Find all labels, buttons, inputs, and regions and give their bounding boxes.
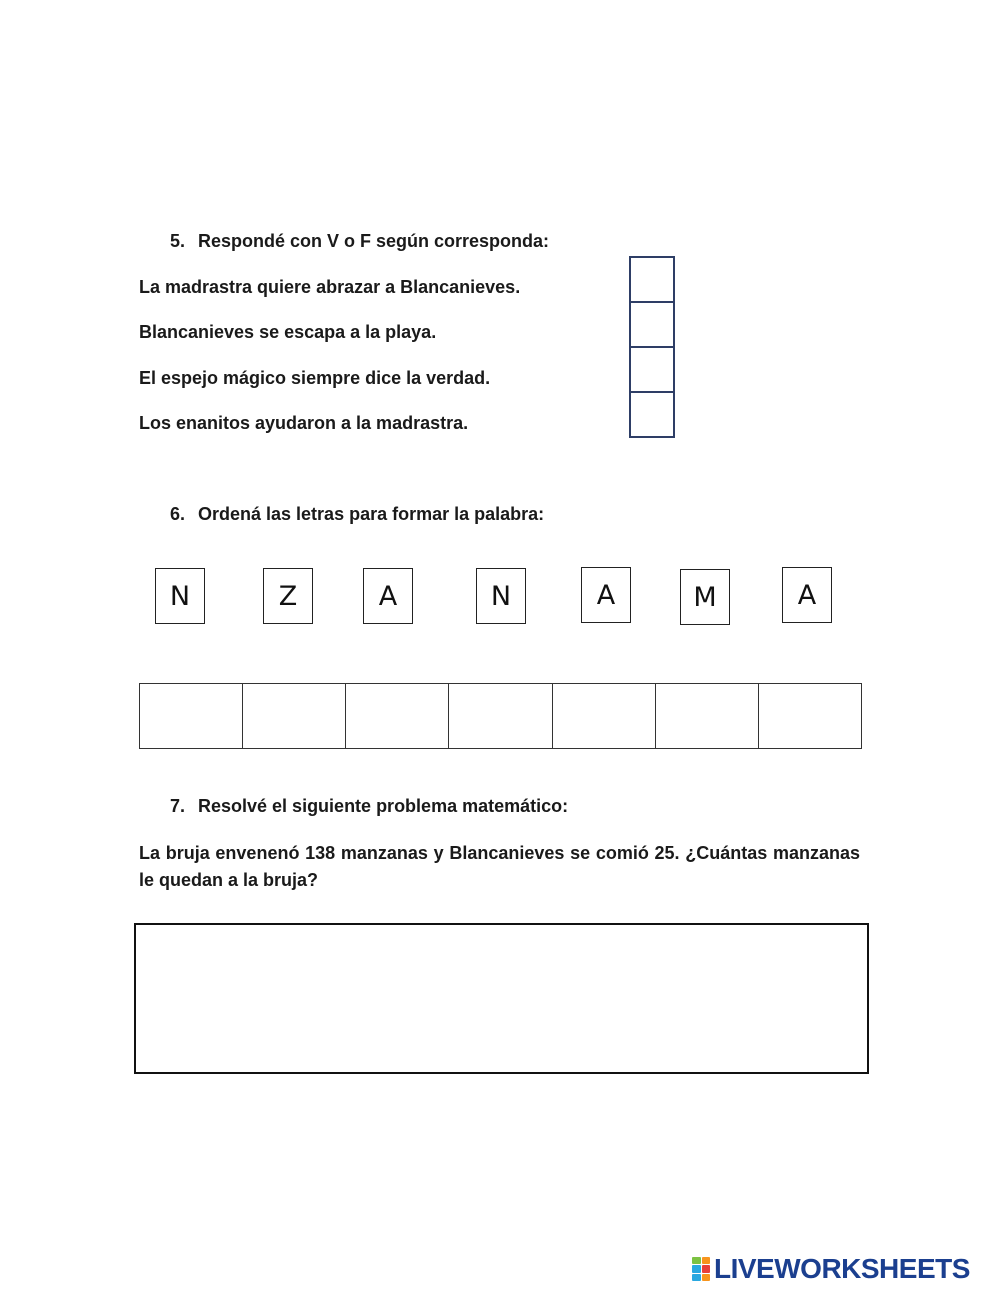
letter-tile: A xyxy=(782,567,832,623)
word-answer-cell-6[interactable] xyxy=(656,684,759,748)
letter-tile: A xyxy=(581,567,631,623)
section-6-number: 6. xyxy=(170,504,186,524)
statement-3: El espejo mágico siempre dice la verdad. xyxy=(139,368,491,388)
word-answer-cell-2[interactable] xyxy=(243,684,346,748)
section-7-heading xyxy=(170,796,568,817)
liveworksheets-brand: LIVEWORKSHEETS xyxy=(714,1253,970,1284)
vf-answer-box-3[interactable] xyxy=(629,346,675,393)
vf-answer-box-1[interactable] xyxy=(629,256,675,303)
statement-2: Blancanieves se escapa a la playa. xyxy=(139,322,437,342)
section-5-heading xyxy=(170,231,549,252)
letter-tile: N xyxy=(155,568,205,624)
liveworksheets-logo-icon xyxy=(692,1257,710,1281)
math-answer-box[interactable] xyxy=(134,923,869,1074)
section-7-number: 7. xyxy=(170,796,186,816)
letter-tile: A xyxy=(363,568,413,624)
liveworksheets-logo xyxy=(692,1254,970,1284)
word-answer-cell-3[interactable] xyxy=(346,684,449,748)
section-5-number: 5. xyxy=(170,231,186,251)
math-problem-text: La bruja envenenó 138 manzanas y Blancanieves se comió 25. ¿Cuántas manzanas le quedan a la bruja? xyxy=(139,843,860,890)
letter-tile: Z xyxy=(263,568,313,624)
word-answer-cell-7[interactable] xyxy=(759,684,861,748)
vf-answer-box-4[interactable] xyxy=(629,391,675,438)
letter-tile: M xyxy=(680,569,730,625)
statement-1: La madrastra quiere abrazar a Blancanieves. xyxy=(139,277,521,297)
statement-4: Los enanitos ayudaron a la madrastra. xyxy=(139,413,469,433)
word-answer-cell-1[interactable] xyxy=(140,684,243,748)
word-answer-cell-4[interactable] xyxy=(449,684,552,748)
letter-tile: N xyxy=(476,568,526,624)
section-6-title: Ordená las letras para formar la palabra: xyxy=(198,504,545,524)
section-6-heading xyxy=(170,504,544,525)
vf-answer-box-2[interactable] xyxy=(629,301,675,348)
word-answer-row xyxy=(139,683,862,749)
section-5-title: Respondé con V o F según corresponda: xyxy=(198,231,550,251)
word-answer-cell-5[interactable] xyxy=(553,684,656,748)
section-7-title: Resolvé el siguiente problema matemático: xyxy=(198,796,569,816)
